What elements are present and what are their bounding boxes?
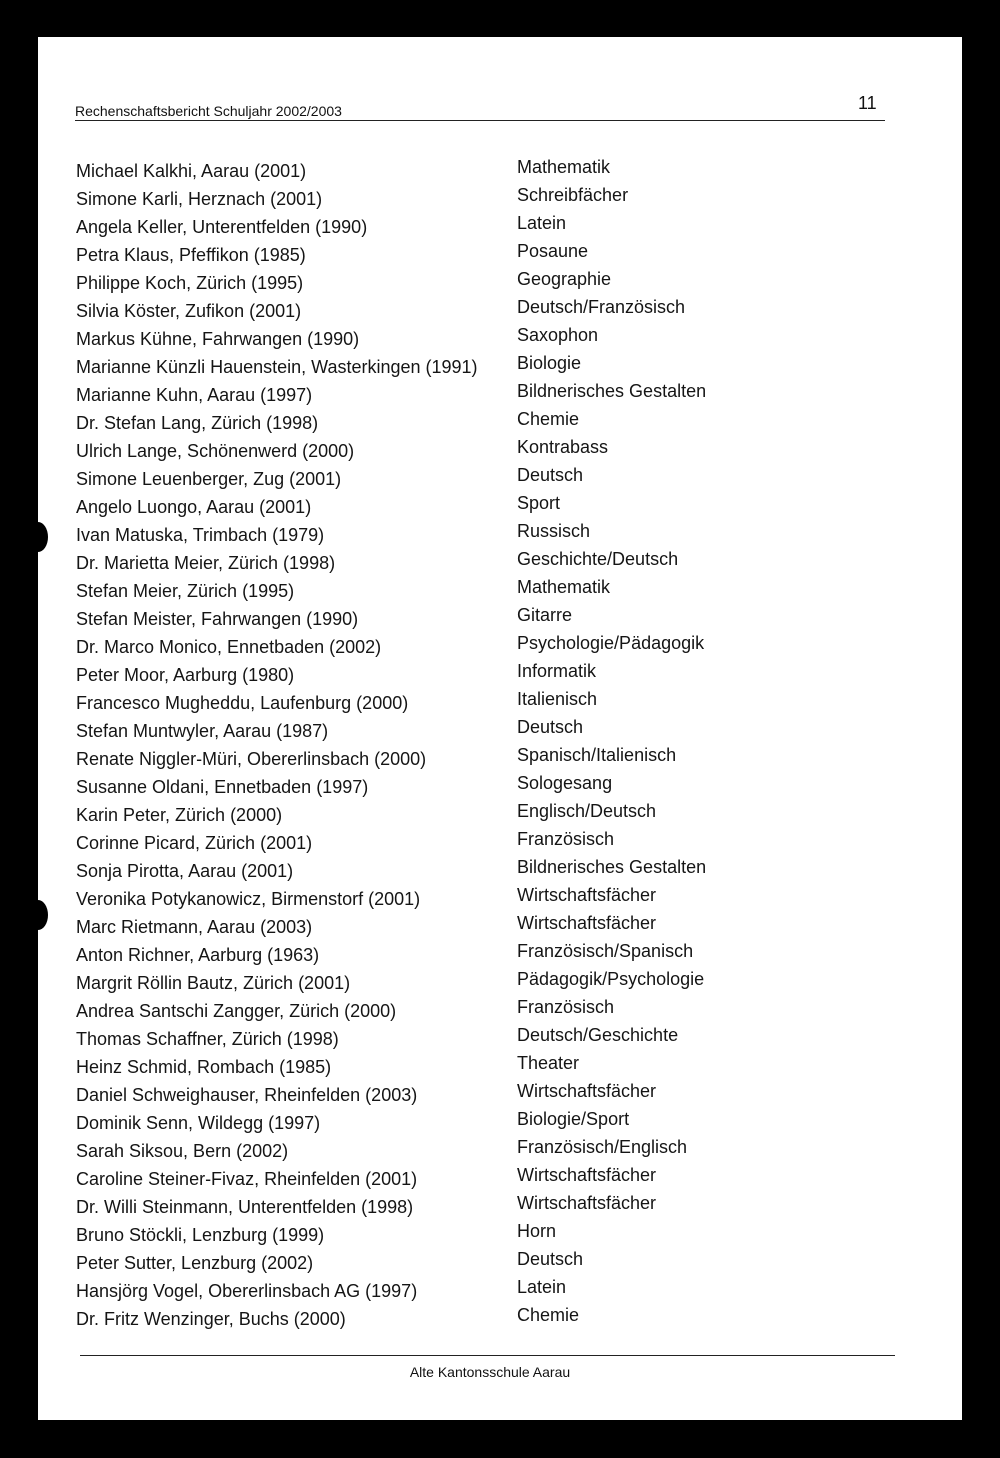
teacher-name: Markus Kühne, Fahrwangen (1990)	[76, 329, 360, 349]
teacher-subject: Wirtschaftsfächer	[517, 1193, 657, 1213]
teacher-name: Marianne Künzli Hauenstein, Wasterkingen (1991)	[76, 357, 478, 377]
punch-hole-mark	[28, 900, 48, 930]
teacher-subject: Deutsch	[517, 465, 584, 485]
teacher-subject: Pädagogik/Psychologie	[517, 969, 705, 989]
teacher-subject: Bildnerisches Gestalten	[517, 857, 707, 877]
teacher-name: Karin Peter, Zürich (2000)	[76, 805, 283, 825]
teacher-name: Susanne Oldani, Ennetbaden (1997)	[76, 777, 369, 797]
teacher-subject: Spanisch/Italienisch	[517, 745, 677, 765]
teacher-name: Anton Richner, Aarburg (1963)	[76, 945, 320, 965]
teacher-name: Michael Kalkhi, Aarau (2001)	[76, 161, 307, 181]
teacher-subject: Deutsch/Französisch	[517, 297, 686, 317]
teacher-subject: Latein	[517, 1277, 567, 1297]
teacher-name: Philippe Koch, Zürich (1995)	[76, 273, 304, 293]
teacher-subject: Kontrabass	[517, 437, 609, 457]
teacher-name: Corinne Picard, Zürich (2001)	[76, 833, 313, 853]
teacher-name: Peter Sutter, Lenzburg (2002)	[76, 1253, 314, 1273]
teacher-name: Dr. Willi Steinmann, Unterentfelden (1998)	[76, 1197, 414, 1217]
teacher-subject: Deutsch	[517, 1249, 584, 1269]
teacher-subject: Posaune	[517, 241, 589, 261]
teacher-name: Petra Klaus, Pfeffikon (1985)	[76, 245, 306, 265]
teacher-name: Peter Moor, Aarburg (1980)	[76, 665, 295, 685]
teacher-subject: Biologie	[517, 353, 582, 373]
teacher-subject: Französisch	[517, 829, 615, 849]
footer-divider	[80, 1355, 895, 1356]
teacher-subject: Horn	[517, 1221, 557, 1241]
teacher-subject: Wirtschaftsfächer	[517, 913, 657, 933]
teacher-name: Veronika Potykanowicz, Birmenstorf (2001)	[76, 889, 421, 909]
teacher-subject: Latein	[517, 213, 567, 233]
header-divider	[75, 120, 885, 121]
teacher-subject: Mathematik	[517, 577, 611, 597]
teacher-name: Simone Karli, Herznach (2001)	[76, 189, 323, 209]
teacher-name: Silvia Köster, Zufikon (2001)	[76, 301, 302, 321]
teacher-name: Stefan Meister, Fahrwangen (1990)	[76, 609, 359, 629]
teacher-name: Angelo Luongo, Aarau (2001)	[76, 497, 312, 517]
teacher-name: Marc Rietmann, Aarau (2003)	[76, 917, 313, 937]
header-title: Rechenschaftsbericht Schuljahr 2002/2003	[75, 103, 342, 119]
teacher-name: Marianne Kuhn, Aarau (1997)	[76, 385, 313, 405]
teacher-subject: Deutsch	[517, 717, 584, 737]
teacher-subject: Englisch/Deutsch	[517, 801, 657, 821]
teacher-subject: Mathematik	[517, 157, 611, 177]
teacher-name: Dr. Fritz Wenzinger, Buchs (2000)	[76, 1309, 346, 1329]
teacher-name: Dr. Marco Monico, Ennetbaden (2002)	[76, 637, 382, 657]
teacher-subject: Geschichte/Deutsch	[517, 549, 679, 569]
teacher-name: Andrea Santschi Zangger, Zürich (2000)	[76, 1001, 397, 1021]
teacher-name: Dr. Stefan Lang, Zürich (1998)	[76, 413, 319, 433]
teacher-name: Hansjörg Vogel, Obererlinsbach AG (1997)	[76, 1281, 418, 1301]
teacher-subject: Biologie/Sport	[517, 1109, 630, 1129]
teacher-name: Francesco Mugheddu, Laufenburg (2000)	[76, 693, 409, 713]
teacher-subject: Bildnerisches Gestalten	[517, 381, 707, 401]
teacher-name: Dr. Marietta Meier, Zürich (1998)	[76, 553, 336, 573]
teacher-name: Sarah Siksou, Bern (2002)	[76, 1141, 289, 1161]
teacher-subject: Theater	[517, 1053, 580, 1073]
teacher-subject: Schreibfächer	[517, 185, 629, 205]
teacher-subject: Saxophon	[517, 325, 599, 345]
teacher-subject: Französisch/Spanisch	[517, 941, 694, 961]
teacher-subject: Wirtschaftsfächer	[517, 1165, 657, 1185]
teacher-subject: Wirtschaftsfächer	[517, 885, 657, 905]
teacher-name: Margrit Röllin Bautz, Zürich (2001)	[76, 973, 351, 993]
teacher-subject: Wirtschaftsfächer	[517, 1081, 657, 1101]
teacher-subject: Deutsch/Geschichte	[517, 1025, 679, 1045]
teacher-name: Stefan Muntwyler, Aarau (1987)	[76, 721, 329, 741]
teacher-name: Renate Niggler-Müri, Obererlinsbach (2000)	[76, 749, 427, 769]
teacher-subject: Sologesang	[517, 773, 613, 793]
teacher-subject: Psychologie/Pädagogik	[517, 633, 705, 653]
teacher-name: Thomas Schaffner, Zürich (1998)	[76, 1029, 339, 1049]
teacher-name: Dominik Senn, Wildegg (1997)	[76, 1113, 321, 1133]
teacher-name: Bruno Stöckli, Lenzburg (1999)	[76, 1225, 325, 1245]
teacher-subject: Informatik	[517, 661, 597, 681]
teacher-subject: Französisch	[517, 997, 615, 1017]
teacher-name: Heinz Schmid, Rombach (1985)	[76, 1057, 332, 1077]
teacher-name: Daniel Schweighauser, Rheinfelden (2003)	[76, 1085, 418, 1105]
punch-hole-mark	[28, 522, 48, 552]
footer-school-name: Alte Kantonsschule Aarau	[409, 1364, 571, 1380]
page-number: 11	[858, 93, 877, 113]
document-page	[38, 37, 962, 1420]
teacher-subject: Italienisch	[517, 689, 598, 709]
teacher-name: Sonja Pirotta, Aarau (2001)	[76, 861, 294, 881]
teacher-subject: Gitarre	[517, 605, 573, 625]
teacher-name: Stefan Meier, Zürich (1995)	[76, 581, 295, 601]
teacher-name-list	[76, 157, 516, 1333]
subject-list	[517, 153, 897, 1329]
teacher-name: Simone Leuenberger, Zug (2001)	[76, 469, 342, 489]
teacher-name: Ulrich Lange, Schönenwerd (2000)	[76, 441, 355, 461]
teacher-name: Caroline Steiner-Fivaz, Rheinfelden (2001)	[76, 1169, 418, 1189]
teacher-subject: Russisch	[517, 521, 591, 541]
teacher-subject: Sport	[517, 493, 561, 513]
teacher-subject: Chemie	[517, 409, 580, 429]
teacher-subject: Chemie	[517, 1305, 580, 1325]
teacher-name: Ivan Matuska, Trimbach (1979)	[76, 525, 325, 545]
teacher-subject: Geographie	[517, 269, 612, 289]
teacher-name: Angela Keller, Unterentfelden (1990)	[76, 217, 368, 237]
teacher-subject: Französisch/Englisch	[517, 1137, 688, 1157]
